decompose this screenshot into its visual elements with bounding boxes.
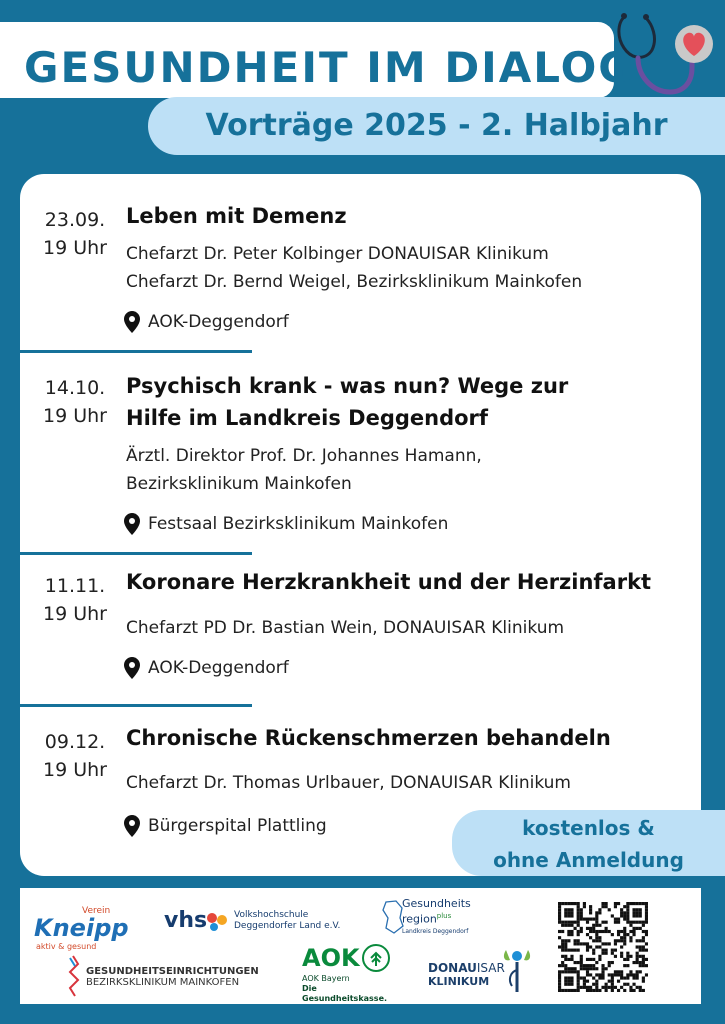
kneipp-tag: Verein xyxy=(82,906,111,916)
donauisar-line: KLINIKUM xyxy=(428,975,490,988)
gesundheitseinrichtungen-logo xyxy=(64,954,264,998)
event-time: 19 Uhr xyxy=(43,759,107,781)
event-title xyxy=(126,200,686,232)
event-speakers xyxy=(126,240,686,296)
qr-code[interactable] xyxy=(558,902,648,992)
event-speakers xyxy=(126,769,686,797)
gesundheitsregion-sup: plus xyxy=(436,912,452,920)
donauisar-figure-icon xyxy=(500,946,534,996)
event-location xyxy=(124,814,327,838)
gesundheitseinrichtungen-line: GESUNDHEITSEINRICHTUNGEN xyxy=(86,966,259,977)
gesundheitsregion-line: region xyxy=(402,912,437,926)
event-divider xyxy=(20,552,252,555)
event-time: 19 Uhr xyxy=(43,603,107,625)
gesundheitsregion-text xyxy=(402,898,471,938)
event-location-text: AOK-Deggendorf xyxy=(148,312,289,332)
event-date-day: 23.09. xyxy=(44,209,106,231)
event-date xyxy=(40,206,110,262)
kneipp-sub: aktiv & gesund xyxy=(36,942,97,951)
gesundheitseinrichtungen-line: BEZIRKSKLINIKUM MAINKOFEN xyxy=(86,977,240,988)
event-location-text: Bürgerspital Plattling xyxy=(148,816,327,836)
event-speaker-line: Chefarzt PD Dr. Bastian Wein, DONAUISAR Klinikum xyxy=(126,618,565,638)
aok-name: AOK xyxy=(302,944,360,972)
event-date-day: 14.10. xyxy=(44,377,106,399)
stethoscope-icon xyxy=(612,6,722,100)
event-speaker-line: Bezirksklinikum Mainkofen xyxy=(126,474,352,494)
vhs-text xyxy=(234,910,340,932)
event-time: 19 Uhr xyxy=(43,237,107,259)
event-date xyxy=(40,572,110,628)
subtitle-banner xyxy=(148,97,725,155)
gesundheitsregion-line: Landkreis Deggendorf xyxy=(402,927,469,935)
event-speakers xyxy=(126,442,686,498)
donauisar-text xyxy=(428,962,505,988)
vhs-name: vhs xyxy=(164,908,208,933)
aok-tree-icon xyxy=(362,944,390,972)
event-speakers xyxy=(126,614,686,642)
kneipp-logo xyxy=(34,906,129,951)
event-date-day: 09.12. xyxy=(44,731,106,753)
event-speaker-line: Chefarzt Dr. Bernd Weigel, Bezirksklinikum Mainkofen xyxy=(126,272,583,292)
event-location-text: AOK-Deggendorf xyxy=(148,658,289,678)
location-pin-icon xyxy=(124,513,140,535)
page-title: GESUNDHEIT IM DIALOG xyxy=(24,43,635,92)
bavaria-map-icon xyxy=(382,900,404,934)
event-title xyxy=(126,566,686,598)
vhs-line: Deggendorfer Land e.V. xyxy=(234,921,341,931)
gesundheitseinrichtungen-text xyxy=(86,966,259,988)
event-location-text: Festsaal Bezirksklinikum Mainkofen xyxy=(148,514,449,534)
events-panel xyxy=(20,174,701,876)
donauisar-line: DONAU xyxy=(428,961,477,975)
event-divider xyxy=(20,350,252,353)
event-title-line: Leben mit Demenz xyxy=(126,204,347,228)
vhs-line: Volkshochschule xyxy=(234,910,309,920)
event-date xyxy=(40,728,110,784)
aok-text xyxy=(302,974,402,1004)
event-date-day: 11.11. xyxy=(44,575,106,597)
location-pin-icon xyxy=(124,657,140,679)
event-divider xyxy=(20,704,252,707)
event-title xyxy=(126,370,686,434)
event-title-line: Hilfe im Landkreis Deggendorf xyxy=(126,406,489,430)
event-location xyxy=(124,310,289,334)
aok-line: AOK Bayern xyxy=(302,974,350,983)
badge-line: kostenlos & xyxy=(522,816,655,840)
event-speaker-line: Chefarzt Dr. Peter Kolbinger DONAUISAR Klinikum xyxy=(126,244,549,264)
location-pin-icon xyxy=(124,815,140,837)
badge-line: ohne Anmeldung xyxy=(493,848,684,872)
kneipp-name: Kneipp xyxy=(34,914,129,942)
vhs-dots-icon xyxy=(206,912,230,932)
aok-logo xyxy=(302,944,402,1003)
page-subtitle: Vorträge 2025 - 2. Halbjahr xyxy=(205,108,668,143)
free-admission-badge xyxy=(452,810,725,876)
event-speaker-line: Ärztl. Direktor Prof. Dr. Johannes Hamann, xyxy=(126,446,482,466)
event-title xyxy=(126,722,686,754)
event-location xyxy=(124,512,448,536)
aok-line: Die Gesundheitskasse. xyxy=(302,984,388,1003)
gesundheitseinrichtungen-icon xyxy=(64,954,82,998)
donauisar-line: ISAR xyxy=(476,961,505,975)
event-date xyxy=(40,374,110,430)
donauisar-logo xyxy=(428,946,538,996)
event-location xyxy=(124,656,289,680)
partner-logos-footer xyxy=(20,888,701,1004)
event-title-line: Chronische Rückenschmerzen behandeln xyxy=(126,726,611,750)
gesundheitsregion-line: Gesundheits xyxy=(402,897,471,910)
event-title-line: Psychisch krank - was nun? Wege zur xyxy=(126,374,569,398)
location-pin-icon xyxy=(124,311,140,333)
event-time: 19 Uhr xyxy=(43,405,107,427)
event-speaker-line: Chefarzt Dr. Thomas Urlbauer, DONAUISAR Klinikum xyxy=(126,773,571,793)
event-title-line: Koronare Herzkrankheit und der Herzinfarkt xyxy=(126,570,652,594)
vhs-logo xyxy=(164,908,364,944)
